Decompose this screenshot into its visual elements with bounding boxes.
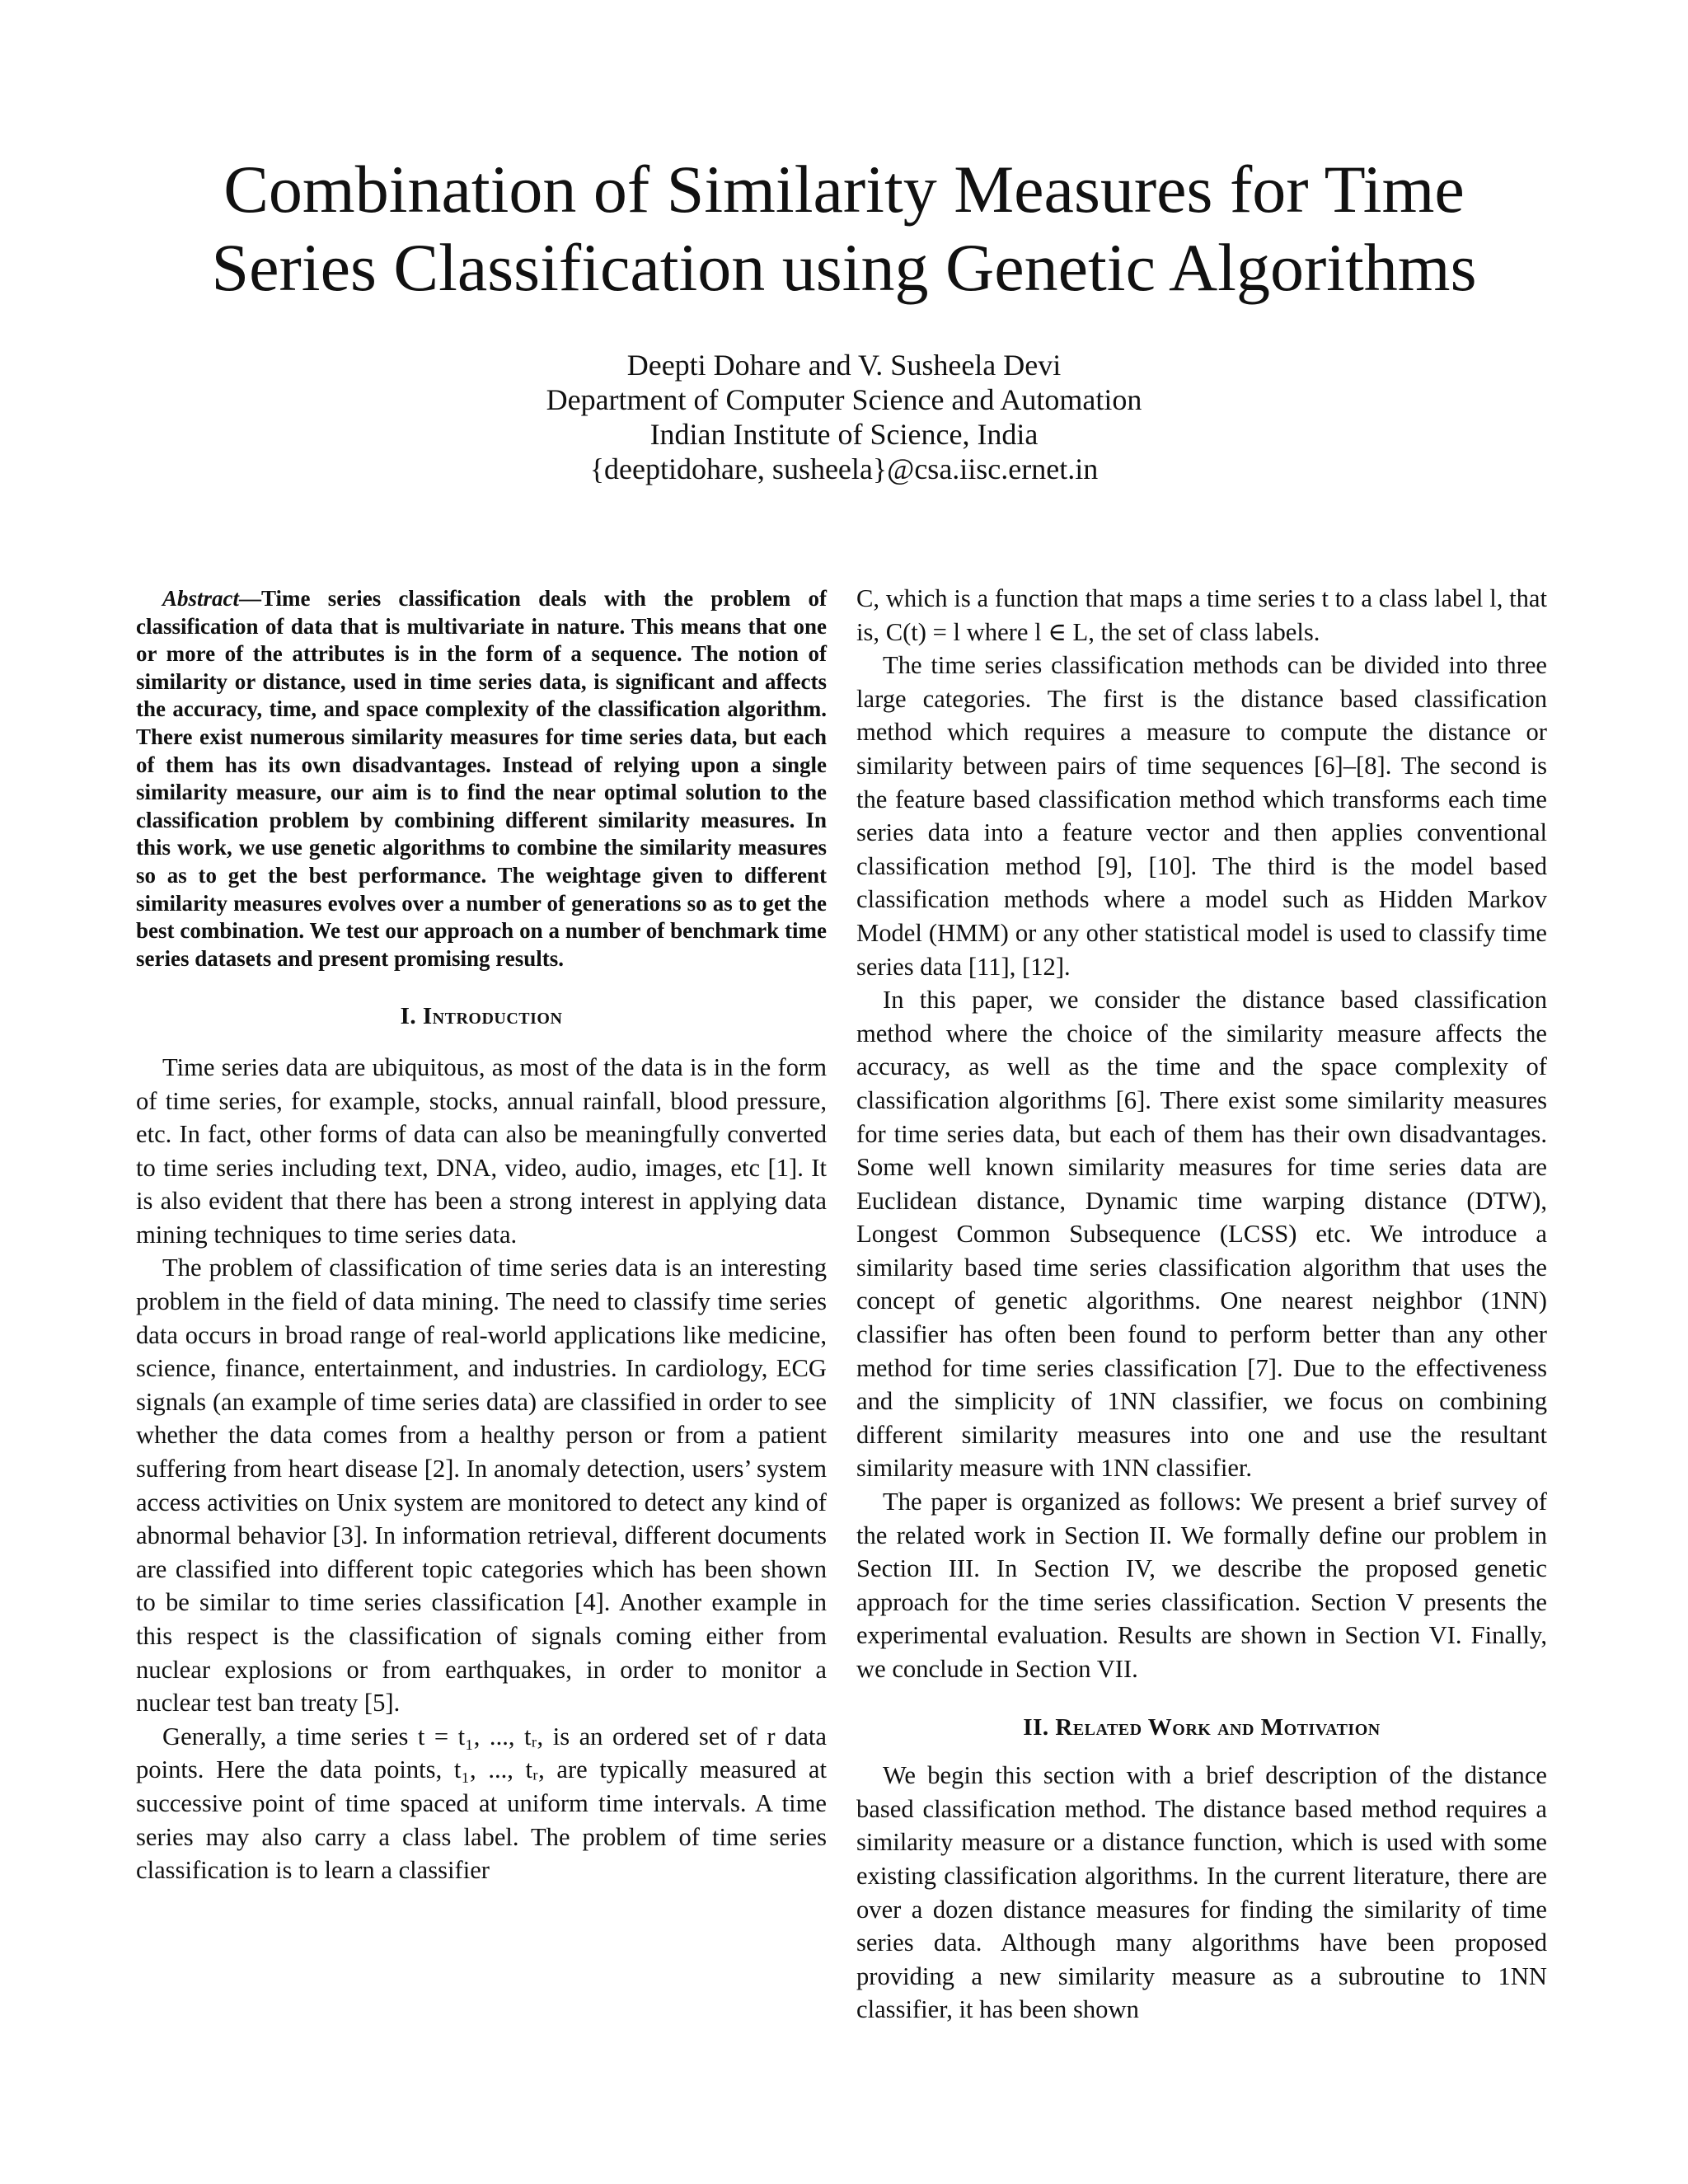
right-column bbox=[856, 582, 1547, 2027]
abstract bbox=[136, 585, 827, 972]
section-title: Introduction bbox=[422, 1003, 563, 1030]
paragraph: We begin this section with a brief description of the distance based classification method. The distance based method requires a similarity measure or a distance function, which is used with some existing classification algorithms. In the current literature, there are over a dozen distance measures for finding the similarity of time series data. Although many algorithms have been proposed providing a new similarity measure as a subroutine to 1NN classifier, it has been shown bbox=[856, 1761, 1547, 2024]
paragraph: In this paper, we consider the distance based classification method where the choice of the similarity measure affects the accuracy, as well as the time and the space complexity of classification algorithms [6]. There exist some similarity measures for time series data, but each of them has their own disadvantages. Some well known similarity measures for time series data are Euclidean distance, Dynamic time warping distance (DTW), Longest Common Subsequence (LCSS) etc. We introduce a similarity based time series classification algorithm that uses the concept of genetic algorithms. One nearest neighbor (1NN) classifier has often been found to perform better than any other method for time series classification [7]. Due to the effectiveness and the simplicity of 1NN classifier, we focus on combining different similarity measures into one and use the resultant similarity measure with 1NN classifier. bbox=[856, 986, 1547, 1483]
author-institution: Indian Institute of Science, India bbox=[649, 418, 1039, 451]
abstract-label: Abstract bbox=[162, 586, 240, 611]
author-emails: {deeptidohare, susheela}@csa.iisc.ernet.in bbox=[589, 452, 1099, 485]
paragraph: The time series classification methods can be divided into three large categories. The first is the distance based classification method which requires a measure to compute the distance or similarity between pairs of time sequences [6]–[8]. The second is the feature based classification method which transforms each time series data into a feature vector and then applies conventional classification method [9], [10]. The third is the model based classification methods where a model such as Hidden Markov Model (HMM) or any other statistical model is used to classify time series data [11], [12]. bbox=[856, 651, 1547, 981]
section-number: I. bbox=[400, 1003, 417, 1030]
section-heading-related-work bbox=[856, 1711, 1547, 1745]
author-block bbox=[330, 348, 1358, 486]
section-number: II. bbox=[1023, 1713, 1049, 1741]
author-department: Department of Computer Science and Automation bbox=[546, 383, 1142, 416]
paragraph: Time series data are ubiquitous, as most of the data is in the form of time series, for example, stocks, annual rainfall, blood pressure, etc. In fact, other forms of data can also be meaningfully converted to time series including text, DNA, video, audio, images, etc [1]. It is also evident that there has been a strong interest in applying data mining techniques to time series data. bbox=[136, 1052, 827, 1249]
paper-title: Combination of Similarity Measures for Time Series Classification using Genetic Algorithms bbox=[211, 152, 1477, 305]
abstract-text: —Time series classification deals with the problem of classification of data that is multivariate in nature. This means that one or more of the attributes is in the form of a sequence. The notion of similarity or distance, used in time series data, is significant and affects the accuracy, time, and space complexity of the classification algorithm. There exist numerous similarity measures for time series data, but each of them has its own disadvantages. Instead of relying upon a single similarity measure, our aim is to find the near optimal solution to the classification problem by combining different similarity measures. In this work, we use genetic algorithms to combine the similarity measures so as to get the best performance. The weightage given to different similarity measures evolves over a number of generations so as to get the best combination. We test our approach on a number of benchmark time series datasets and present promising results. bbox=[136, 586, 827, 971]
paragraph: Generally, a time series t = t₁, ..., tᵣ, is an ordered set of r data points. Here the data points, t₁, ..., tᵣ, are typically measured at successive point of time spaced at uniform time intervals. A time series may also carry a class label. The problem of time series classification is to learn a classifier bbox=[136, 1722, 827, 1885]
paragraph: The problem of classification of time series data is an interesting problem in the field of data mining. The need to classify time series data occurs in broad range of real-world applications like medicine, science, finance, entertainment, and industries. In cardiology, ECG signals (an example of time series data) are classified in order to see whether the data comes from a healthy person or from a patient suffering from heart disease [2]. In anomaly detection, users’ system access activities on Unix system are monitored to detect any kind of abnormal behavior [3]. In information retrieval, different documents are classified into different topic categories which has been shown to be similar to time series classification [4]. Another example in this respect is the classification of signals coming either from nuclear explosions or from earthquakes, in order to monitor a nuclear test ban treaty [5]. bbox=[136, 1254, 827, 1718]
paragraph: C, which is a function that maps a time series t to a class label l, that is, C(t) = l where l ∈ L, the set of class labels. bbox=[856, 584, 1547, 646]
section-heading-introduction bbox=[136, 1000, 827, 1033]
author-names: Deepti Dohare and V. Susheela Devi bbox=[626, 349, 1062, 382]
section-title: Related Work and Motivation bbox=[1055, 1713, 1381, 1741]
left-column bbox=[136, 585, 827, 1887]
paragraph: The paper is organized as follows: We present a brief survey of the related work in Section II. We formally define our problem in Section III. In Section IV, we describe the proposed genetic approach for the time series classification. Section V presents the experimental evaluation. Results are shown in Section VI. Finally, we conclude in Section VII. bbox=[856, 1488, 1547, 1683]
